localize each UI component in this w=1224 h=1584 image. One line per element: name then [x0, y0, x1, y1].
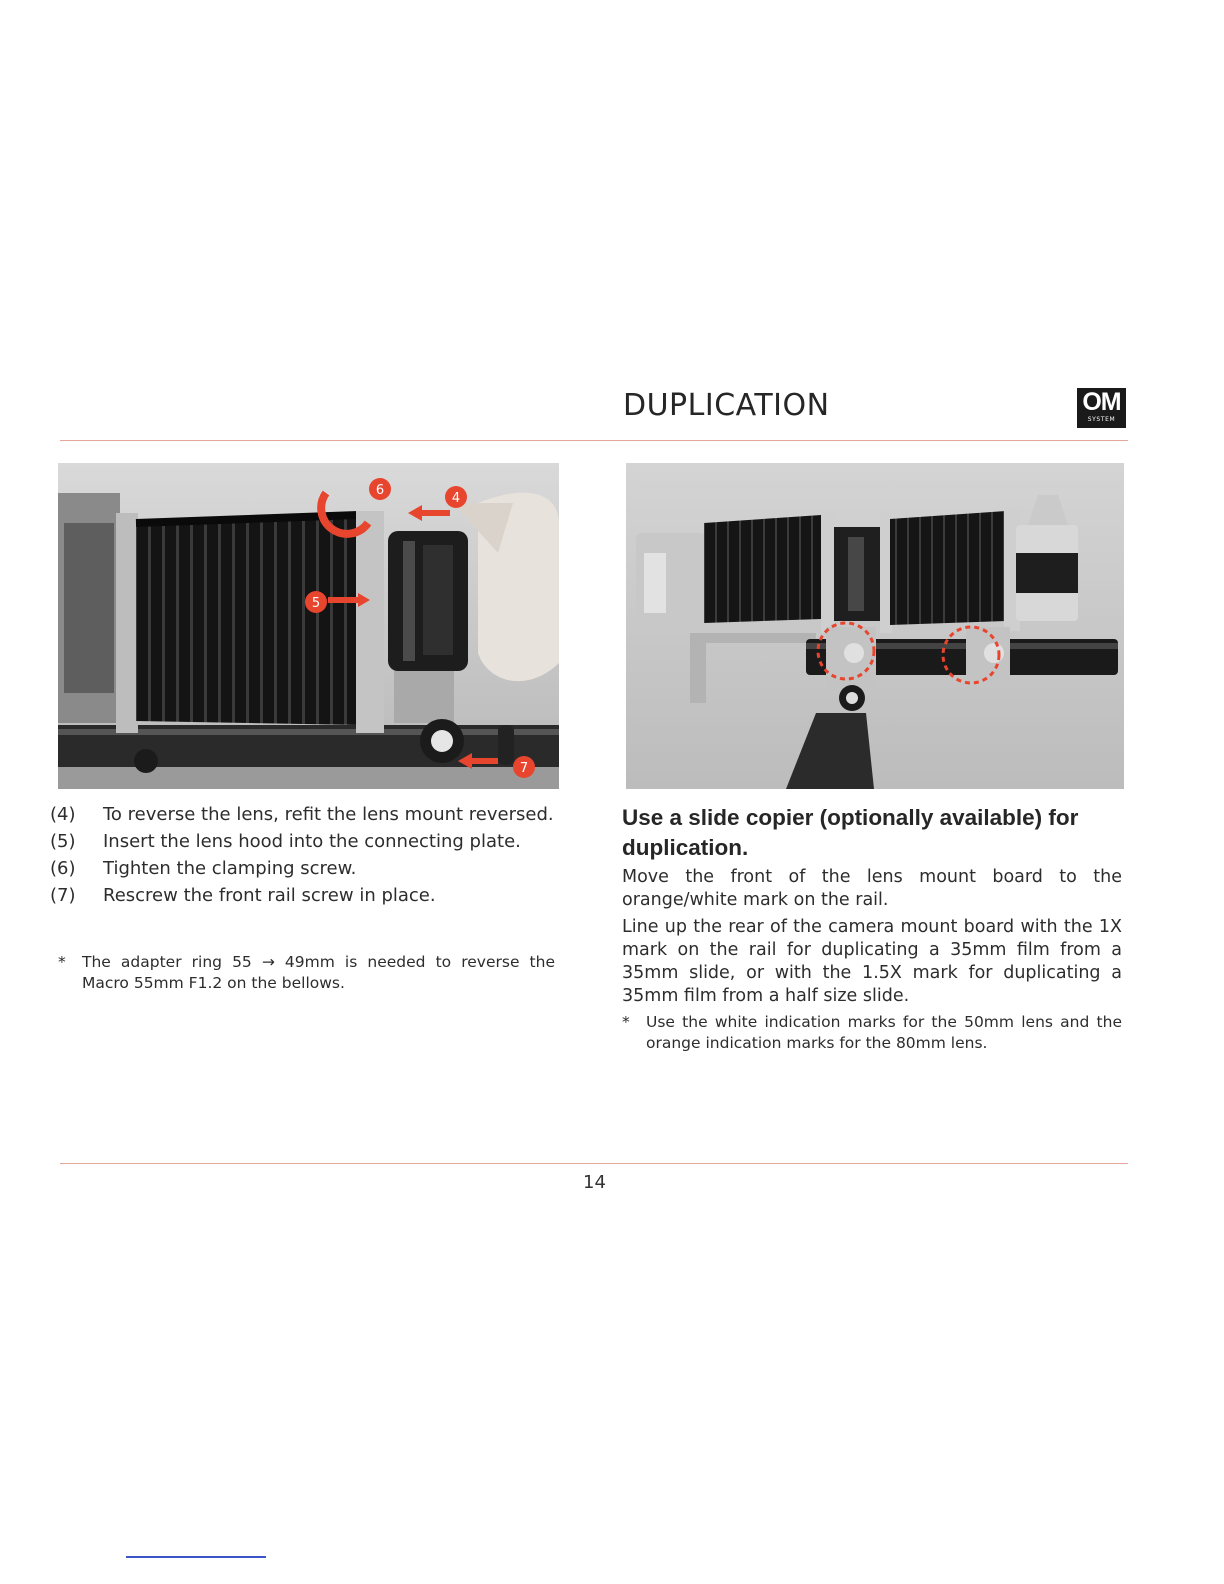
step-item	[50, 803, 555, 826]
logo-sub: SYSTEM	[1087, 416, 1116, 423]
slide-copier-illustration	[626, 463, 1124, 789]
step-list	[50, 803, 555, 911]
left-footnote	[58, 952, 555, 994]
callout-5: 5	[311, 596, 321, 611]
bellows-reverse-illustration	[58, 463, 559, 789]
footnote-marker: *	[622, 1013, 630, 1031]
footnote-marker: *	[58, 953, 66, 971]
page-title: DUPLICATION	[623, 388, 830, 423]
callout-6: 6	[375, 483, 385, 498]
section-heading: Use a slide copier (optionally available) for duplication.	[622, 805, 1079, 860]
step-number: (4)	[50, 804, 76, 825]
right-footnote	[622, 1012, 1122, 1054]
step-number: (7)	[50, 885, 76, 906]
callout-7: 7	[519, 761, 529, 776]
step-number: (5)	[50, 831, 76, 852]
step-text: Rescrew the front rail screw in place.	[103, 885, 436, 906]
step-item	[50, 830, 555, 853]
logo-main: OM	[1082, 388, 1121, 416]
step-number: (6)	[50, 858, 76, 879]
step-text: Tighten the clamping screw.	[103, 858, 357, 879]
step-text: Insert the lens hood into the connecting plate.	[103, 831, 521, 852]
paragraph: Move the front of the lens mount board to the orange/white mark on the rail.	[622, 867, 1122, 910]
page-number: 14	[583, 1172, 606, 1193]
paragraph: Line up the rear of the camera mount board with the 1X mark on the rail for duplicating a 35mm film from a 35mm slide, or with the 1.5X mark for duplicating a 35mm film from a half size slide.	[622, 917, 1122, 1006]
footer-rule	[60, 1163, 1128, 1164]
header-rule	[60, 440, 1128, 441]
om-system-logo	[1077, 388, 1126, 428]
bottom-underline	[126, 1556, 266, 1558]
footnote-text: The adapter ring 55 → 49mm is needed to reverse the Macro 55mm F1.2 on the bellows.	[82, 953, 555, 992]
footnote-text: Use the white indication marks for the 50mm lens and the orange indication marks for the 80mm lens.	[646, 1013, 1122, 1052]
step-item	[50, 857, 555, 880]
step-text: To reverse the lens, refit the lens mount reversed.	[103, 804, 554, 825]
slide-copier-photo	[626, 463, 1124, 789]
bellows-reverse-lens-photo	[58, 463, 559, 789]
step-item	[50, 884, 555, 907]
callout-4: 4	[451, 491, 461, 506]
